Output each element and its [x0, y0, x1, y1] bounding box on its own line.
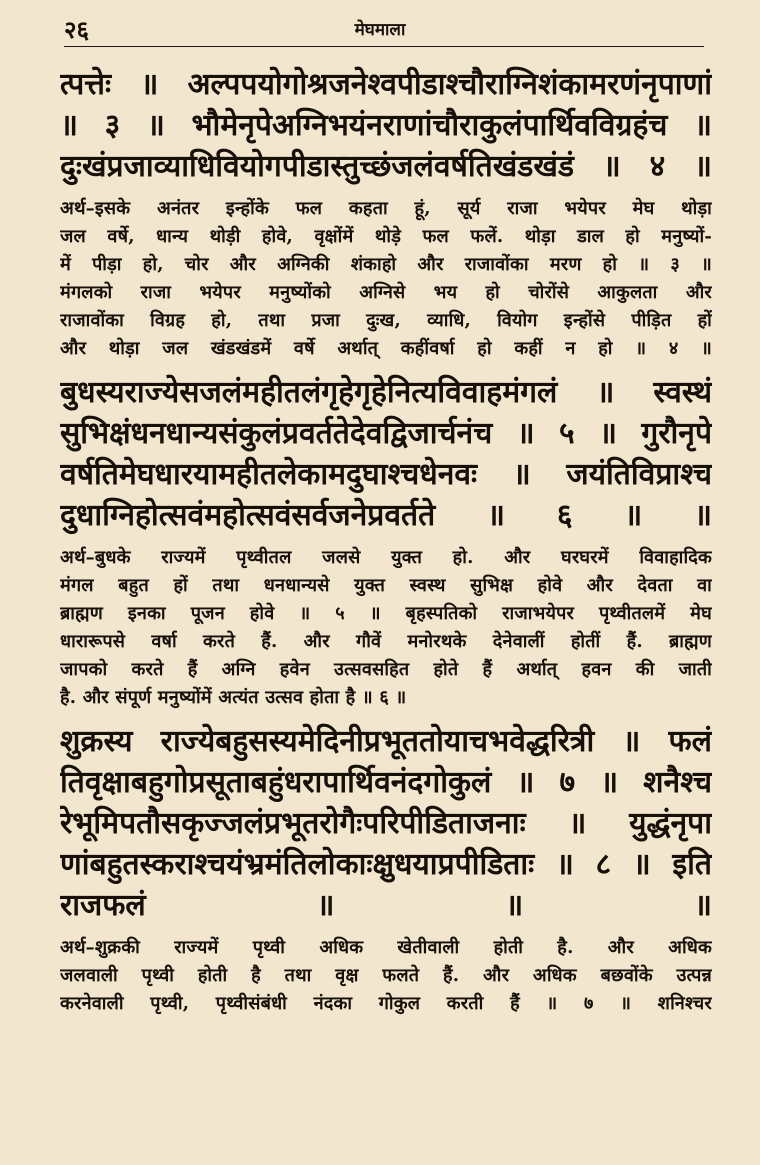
verse-line: बुधस्यराज्येसजलंमहीतलंगृहेगृहेनित्यविवाहमंगलं ॥ स्वस्थं [60, 375, 712, 410]
verse-line: ॥ ३ ॥ भौमेनृपेअग्निभयंनराणांचौराकुलंपार्थिवविग्रहंच ॥ [60, 108, 712, 143]
commentary-line: अर्थ–शुक्रकी राज्यमें पृथ्वी अधिक खेतीवाली होती है. और अधिक [60, 937, 712, 958]
commentary-line: राजावोंका विग्रह हो, तथा प्रजा दुःख, व्याधि, वियोग इन्होंसे पीड़ित हों [60, 310, 712, 331]
header-rule [64, 46, 704, 47]
verse-block [60, 372, 712, 536]
page-number: २६ [64, 15, 89, 44]
verse-line: त्पत्तेः ॥ अल्पपयोगोश्रजनेश्वपीडाश्चौराग्निशंकामरणंनृपाणां [60, 67, 712, 102]
verse-line: दुधाग्निहोत्सवंमहोत्सवंसर्वजनेप्रवर्तते ॥ ६ ॥ ॥ [60, 498, 712, 533]
running-title: मेघमाला [354, 20, 406, 40]
commentary-line: है. और संपूर्ण मनुष्योंमें अत्यंत उत्सव होता है ॥ ६ ॥ [60, 687, 407, 708]
commentary-line: और थोड़ा जल खंडखंडमें वर्षे अर्थात् कहींवर्षा हो कहीं न हो ॥ ४ ॥ [60, 338, 712, 359]
verse-line: णांबहुतस्कराश्चयंभ्रमंतिलोकाःक्षुधयाप्रपीडिताः ॥ ८ ॥ इति [60, 847, 712, 882]
page-body [60, 64, 712, 1018]
verse-line: सुभिक्षंधनधान्यसंकुलंप्रवर्ततेदेवद्विजार्चनंच ॥ ५ ॥ गुरौनृपे [60, 416, 712, 451]
commentary-line: अर्थ–इसके अनंतर इन्होंके फल कहता हूं, सूर्य राजा भयेपर मेघ थोड़ा [60, 198, 712, 219]
verse-block [60, 64, 712, 187]
verse-line: शुक्रस्य राज्येबहुसस्यमेदिनीप्रभूततोयाचभवेद्धरित्री ॥ फलं [60, 724, 712, 759]
page-header [64, 16, 696, 44]
verse-line: राजफलं ॥ ॥ ॥ [60, 888, 712, 923]
commentary-line: धारारूपसे वर्षा करते हैं. और गौवें मनोरथके देनेवालीं होतीं हैं. ब्राह्मण [60, 631, 712, 652]
verse-line: वर्षतिमेघधारयामहीतलेकामदुघाश्चधेनवः ॥ जयंतिविप्राश्च [60, 457, 712, 492]
verse-block [60, 721, 712, 926]
commentary-block [60, 544, 712, 712]
commentary-line: मंगल बहुत हों तथा धनधान्यसे युक्त स्वस्थ सुभिक्ष होवे और देवता वा [60, 575, 712, 596]
verse-line: तिवृक्षाबहुगोप्रसूताबहुंधरापार्थिवनंदगोकुलं ॥ ७ ॥ शनैश्च [60, 765, 712, 800]
commentary-line: मंगलको राजा भयेपर मनुष्योंको अग्निसे भय हो चोरोंसे आकुलता और [60, 282, 712, 303]
verse-line: रेभूमिपतौसकृज्जलंप्रभूतरोगैःपरिपीडिताजनाः ॥ युद्धंनृपा [60, 806, 712, 841]
commentary-line: में पीड़ा हो, चोर और अग्निकी शंकाहो और राजावोंका मरण हो ॥ ३ ॥ [60, 254, 712, 275]
commentary-line: जलवाली पृथ्वी होती है तथा वृक्ष फलते हैं. और अधिक बछवोंके उत्पन्न [60, 965, 712, 986]
commentary-line: करनेवाली पृथ्वी, पृथ्वीसंबंधी नंदका गोकुल करती हैं ॥ ७ ॥ शनिश्चर [60, 993, 712, 1014]
commentary-block [60, 195, 712, 363]
commentary-block [60, 934, 712, 1018]
commentary-line: जापको करते हैं अग्नि हवेन उत्सवसहित होते हैं अर्थात् हवन की जाती [60, 659, 712, 680]
commentary-line: अर्थ–बुधके राज्यमें पृथ्वीतल जलसे युक्त हो. और घरघरमें विवाहादिक [60, 547, 712, 568]
commentary-line: जल वर्षे, धान्य थोड़ी होवे, वृक्षोंमें थोड़े फल फलें. थोड़ा डाल हो मनुष्यों- [60, 226, 712, 247]
commentary-line: ब्राह्मण इनका पूजन होवे ॥ ५ ॥ बृहस्पतिको राजाभयेपर पृथ्वीतलमें मेघ [60, 603, 712, 624]
verse-line: दुःखंप्रजाव्याधिवियोगपीडास्तुच्छंजलंवर्षतिखंडखंडं ॥ ४ ॥ [60, 149, 712, 184]
